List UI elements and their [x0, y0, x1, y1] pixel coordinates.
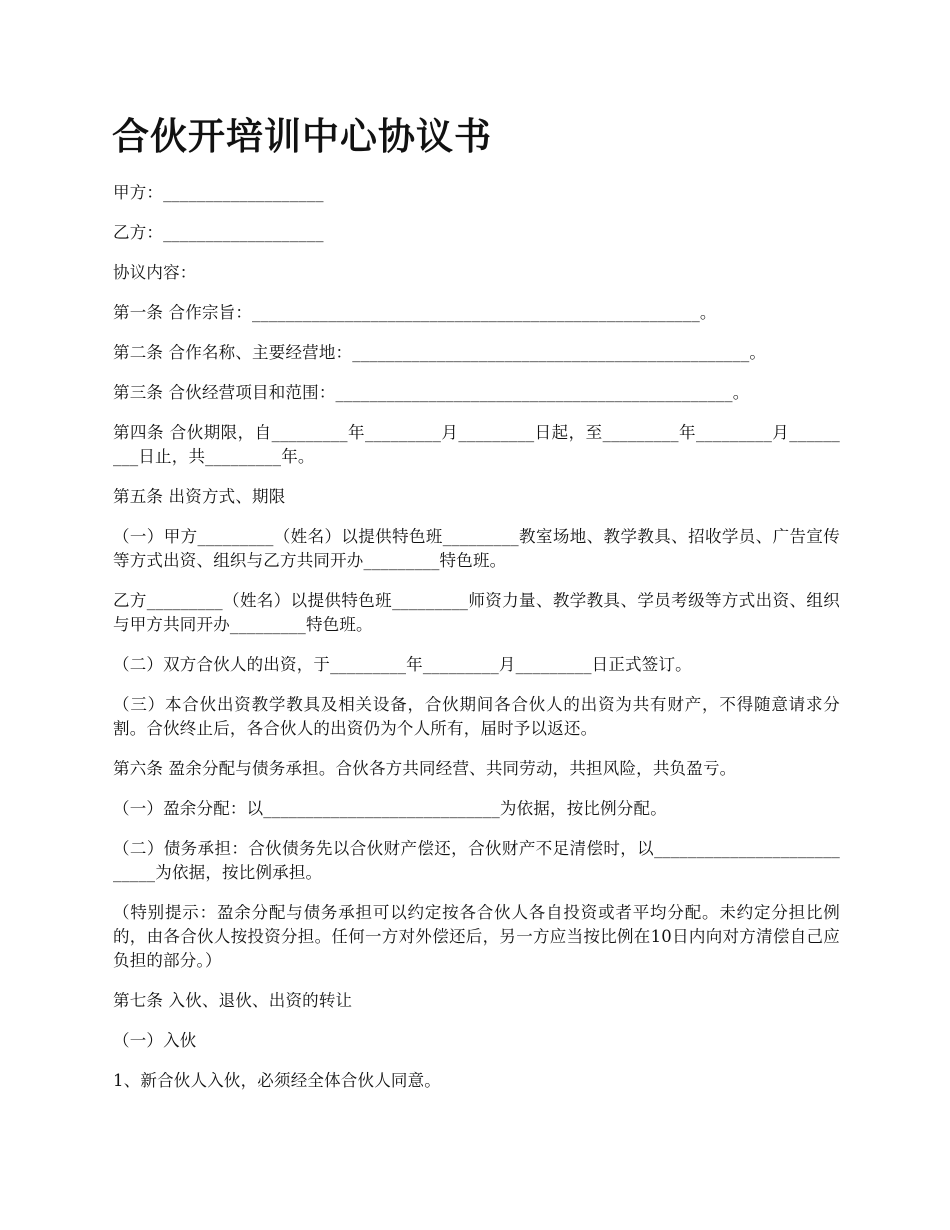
article-6-clause-1: （一）盈余分配：以____________________________为依据，按比例分配。 — [113, 799, 667, 818]
article-5-party-b: 乙方_________（姓名）以提供特色班_________师资力量、教学教具、学员考级等方式出资、组织与甲方共同开办_________特色班。 — [113, 591, 840, 634]
article-5-clause-2: （二）双方合伙人的出资，于_________年_________月_________日正式签订。 — [113, 655, 692, 674]
document-title: 合伙开培训中心协议书 — [112, 114, 492, 158]
article-2: 第二条 合作名称、主要经营地：_______________________________________________。 — [113, 343, 767, 362]
article-6-clause-2: （二）债务承担：合伙债务先以合伙财产偿还，合伙财产不足清偿时，以___________________________为依据，按比例承担。 — [113, 839, 840, 882]
article-5-clause-3: （三）本合伙出资教学教具及相关设备，合伙期间各合伙人的出资为共有财产，不得随意请求分割。合伙终止后，各合伙人的出资仍为个人所有，届时予以返还。 — [113, 695, 840, 738]
document-body — [113, 181, 840, 1109]
article-6-heading: 第六条 盈余分配与债务承担。合伙各方共同经营、共同劳动，共担风险，共负盈亏。 — [113, 759, 737, 778]
article-7-item-1: 1、新合伙人入伙，必须经全体合伙人同意。 — [113, 1071, 441, 1090]
article-7-heading: 第七条 入伙、退伙、出资的转让 — [113, 991, 353, 1010]
party-b-line: 乙方：___________________ — [113, 223, 324, 242]
article-1: 第一条 合作宗旨：_____________________________________________________。 — [113, 303, 717, 322]
article-5-clause-1: （一）甲方_________（姓名）以提供特色班_________教室场地、教学教具、招收学员、广告宣传等方式出资、组织与乙方共同开办_________特色班。 — [113, 527, 840, 570]
article-7-clause-1: （一）入伙 — [113, 1031, 197, 1050]
special-note: （特别提示：盈余分配与债务承担可以约定按各合伙人各自投资或者平均分配。未约定分担比例的，由各合伙人按投资分担。任何一方对外偿还后，另一方应当按比例在10日内向对方清偿自己应负担的部分。） — [113, 903, 840, 970]
agreement-content-heading: 协议内容： — [113, 263, 197, 282]
article-3: 第三条 合伙经营项目和范围：_______________________________________________。 — [113, 383, 750, 402]
party-a-line: 甲方：___________________ — [113, 183, 324, 202]
article-4: 第四条 合伙期限，自_________年_________月_________日起，至_________年_________月_________日止，共_________年。 — [113, 423, 840, 466]
article-5-heading: 第五条 出资方式、期限 — [113, 487, 286, 506]
